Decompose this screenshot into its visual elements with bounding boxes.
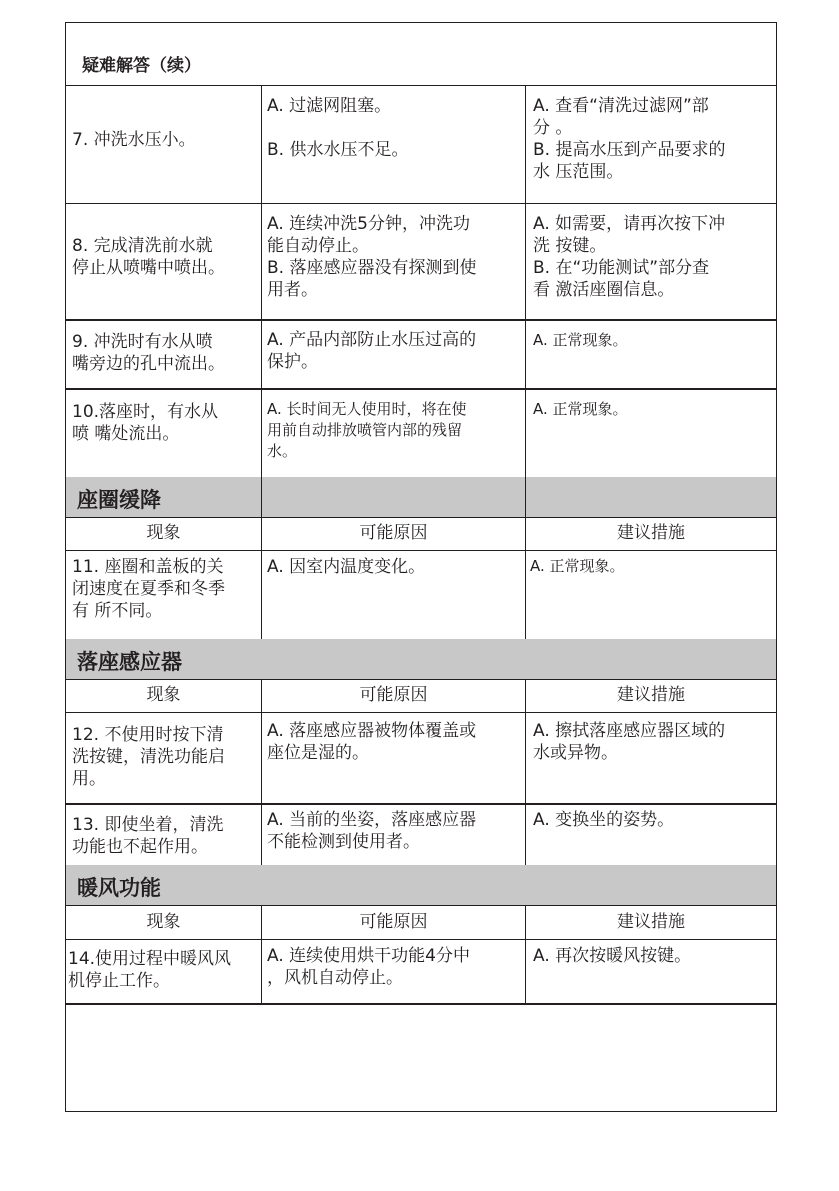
cause-cell: A. 长时间无人使用时，将在使 用前自动排放喷管内部的残留 水。 [267, 400, 467, 460]
section-bar-warm-air [66, 865, 776, 905]
column-divider [261, 679, 262, 865]
column-divider [261, 905, 262, 1003]
troubleshooting-table [65, 22, 777, 1112]
section-title: 暖风功能 [77, 876, 161, 900]
cause-cell: A. 当前的坐姿，落座感应器 不能检测到使用者。 [267, 810, 477, 852]
divider [66, 905, 776, 906]
column-divider [525, 905, 526, 1003]
column-divider [525, 679, 526, 865]
column-header-remedy: 建议措施 [617, 523, 685, 543]
column-header-cause: 可能原因 [359, 523, 428, 543]
page-title: 疑难解答（续） [82, 56, 201, 76]
row-divider [66, 803, 776, 805]
remedy-cell: A. 正常现象。 [530, 557, 625, 575]
table-header [66, 23, 776, 85]
row-divider [66, 1003, 776, 1005]
cause-cell: A. 因室内温度变化。 [267, 557, 426, 577]
section-title: 座圈缓降 [77, 488, 161, 512]
row-divider [66, 319, 776, 321]
remedy-cell: A. 正常现象。 [533, 331, 628, 349]
remedy-cell: A. 变换坐的姿势。 [533, 810, 675, 830]
column-divider [525, 477, 526, 639]
remedy-cell: A. 再次按暖风按键。 [533, 946, 692, 966]
remedy-cell: A. 如需要，请再次按下冲 洗 按键。 B. 在“功能测试”部分查 看 激活座圈信息。 [533, 214, 726, 300]
symptom-cell: 8. 完成清洗前水就 停止从喷嘴中喷出。 [72, 236, 225, 278]
column-divider [261, 85, 262, 477]
cause-cell: A. 落座感应器被物体覆盖或 座位是湿的。 [267, 721, 477, 763]
column-divider [261, 477, 262, 639]
symptom-cell: 11. 座圈和盖板的关 闭速度在夏季和冬季 有 所不同。 [72, 557, 225, 621]
symptom-cell: 10.落座时，有水从 喷 嘴处流出。 [72, 402, 219, 444]
section-bar-seat-slow [66, 477, 776, 517]
row-divider [66, 388, 776, 390]
remedy-cell: A. 擦拭落座感应器区域的 水或异物。 [533, 721, 726, 763]
column-header-cause: 可能原因 [359, 685, 428, 705]
remedy-cell: A. 正常现象。 [533, 400, 628, 418]
cause-cell: A. 产品内部防止水压过高的 保护。 [267, 330, 477, 372]
column-header-remedy: 建议措施 [617, 685, 685, 705]
divider [66, 712, 776, 713]
remedy-cell: A. 查看“清洗过滤网”部 分 。 B. 提高水压到产品要求的 水 压范围。 [533, 96, 726, 182]
column-header-symptom: 现象 [146, 685, 181, 705]
symptom-cell: 14.使用过程中暖风风 机停止工作。 [68, 949, 232, 991]
cause-cell: A. 连续冲洗5分钟，冲洗功 能自动停止。 B. 落座感应器没有探测到使 用者。 [267, 214, 477, 300]
cause-cell: A. 连续使用烘干功能4分中 ，风机自动停止。 [267, 946, 470, 988]
symptom-cell: 13. 即使坐着，清洗 功能也不起作用。 [72, 815, 224, 857]
column-header-symptom: 现象 [146, 523, 181, 543]
column-header-remedy: 建议措施 [617, 912, 685, 932]
cause-cell: A. 过滤网阻塞。 B. 供水水压不足。 [267, 96, 409, 160]
symptom-cell: 9. 冲洗时有水从喷 嘴旁边的孔中流出。 [72, 332, 225, 374]
divider [66, 939, 776, 940]
column-header-cause: 可能原因 [359, 912, 428, 932]
section-bar-seat-sensor [66, 639, 776, 679]
symptom-cell: 7. 冲洗水压小。 [72, 130, 196, 150]
symptom-cell: 12. 不使用时按下清 洗按键，清洗功能启 用。 [72, 725, 225, 789]
row-divider [66, 203, 776, 204]
divider [66, 550, 776, 551]
column-divider [525, 85, 526, 477]
divider [66, 85, 776, 86]
column-header-symptom: 现象 [146, 912, 181, 932]
section-title: 落座感应器 [77, 650, 182, 674]
